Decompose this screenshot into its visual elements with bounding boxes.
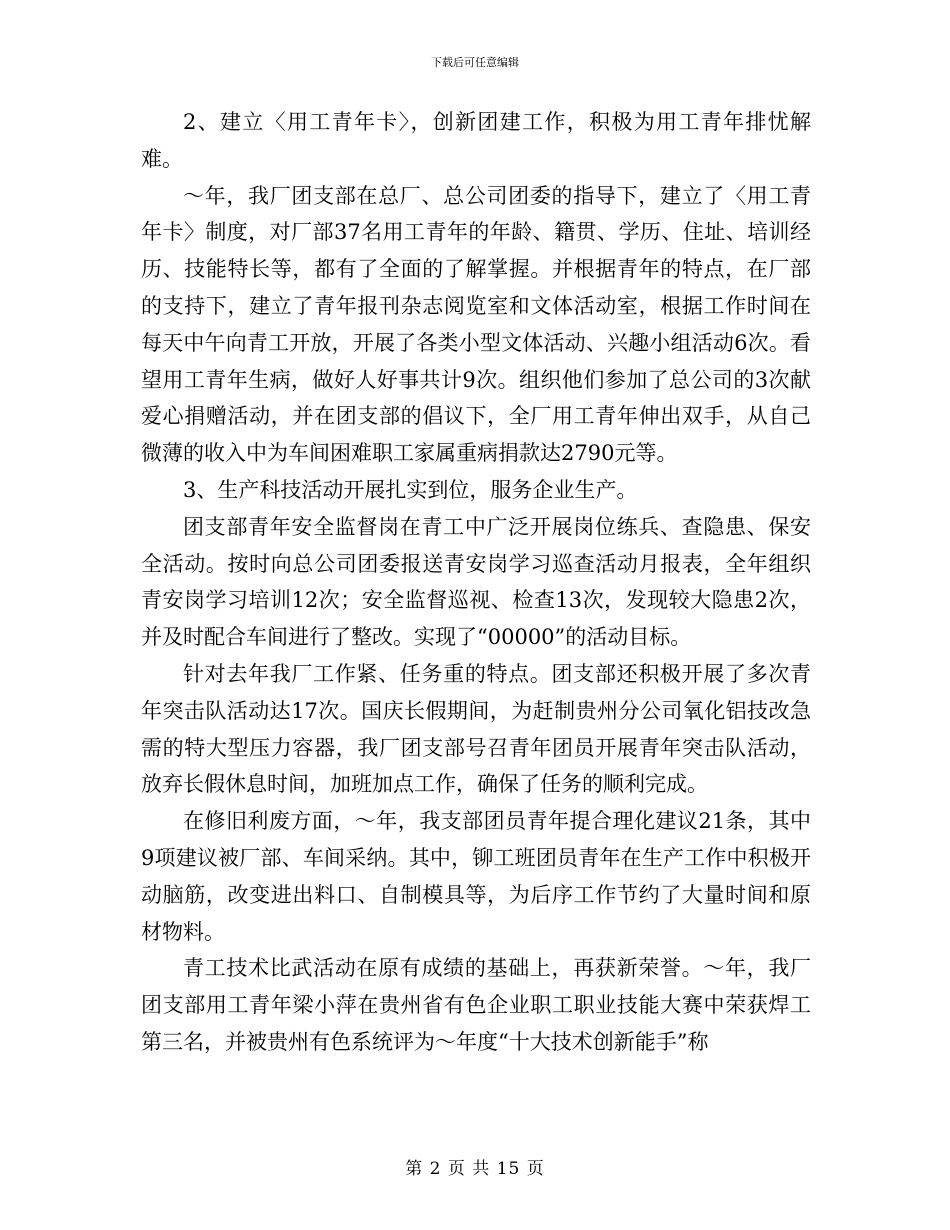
document-body [141, 104, 811, 1061]
paragraph: 团支部青年安全监督岗在青工中广泛开展岗位练兵、查隐患、保安全活动。按时向总公司团委报送青安岗学习巡查活动月报表，全年组织青安岗学习培训12次；安全监督巡视、检查13次，发现较大隐患2次，并及时配合车间进行了整改。实现了“00000”的活动目标。 [141, 514, 811, 650]
paragraph: 在修旧利废方面，～年，我支部团员青年提合理化建议21条，其中9项建议被厂部、车间采纳。其中，铆工班团员青年在生产工作中积极开动脑筋，改变进出料口、自制模具等，为后序工作节约了大量时间和原材物料。 [141, 809, 811, 944]
paragraph: ～年，我厂团支部在总厂、总公司团委的指导下，建立了〈用工青年卡〉制度，对厂部37名用工青年的年龄、籍贯、学历、住址、培训经历、技能特长等，都有了全面的了解掌握。并根据青年的特点，在厂部的支持下，建立了青年报刊杂志阅览室和文体活动室，根据工作时间在每天中午向青工开放，开展了各类小型文体活动、兴趣小组活动6次。看望用工青年生病，做好人好事共计9次。组织他们参加了总公司的3次献爱心捐赠活动，并在团支部的倡议下，全厂用工青年伸出双手，从自己微薄的收入中为车间困难职工家属重病捐款达2790元等。 [141, 183, 811, 466]
paragraph-heading-3: 3、生产科技活动开展扎实到位，服务企业生产。 [183, 477, 638, 502]
paragraph: 青工技术比武活动在原有成绩的基础上，再获新荣誉。～年，我厂团支部用工青年梁小萍在贵州省有色企业职工职业技能大赛中荣获焊工第三名，并被贵州有色系统评为～年度“十大技术创新能手”称 [141, 956, 811, 1054]
page-footer: 第 2 页 共 15 页 [405, 1159, 545, 1179]
paragraph-heading-2: 2、建立〈用工青年卡〉，创新团建工作，积极为用工青年排忧解难。 [141, 110, 811, 171]
page-header: 下载后可任意编辑 [431, 56, 519, 69]
paragraph: 针对去年我厂工作紧、任务重的特点。团支部还积极开展了多次青年突击队活动达17次。国庆长假期间，为赶制贵州分公司氧化铝技改急需的特大型压力容器，我厂团支部号召青年团员开展青年突击队活动，放弃长假休息时间，加班加点工作，确保了任务的顺利完成。 [141, 661, 811, 797]
